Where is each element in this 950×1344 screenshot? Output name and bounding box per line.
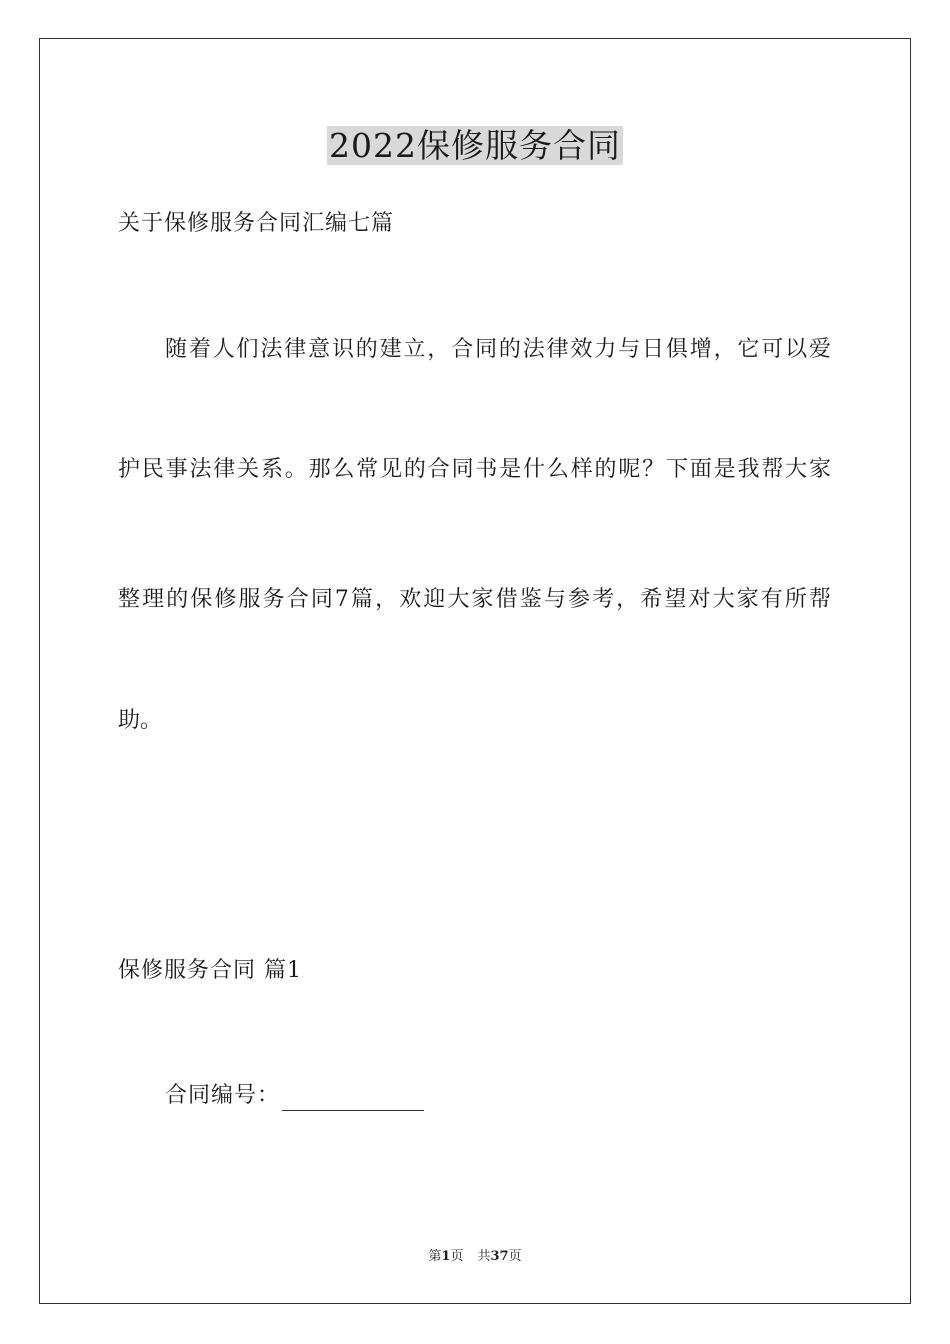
intro-line-4: 助。 bbox=[118, 708, 163, 733]
document-title bbox=[0, 124, 950, 168]
footer-page-number: 1 bbox=[441, 1249, 451, 1264]
contract-number-blank bbox=[282, 1086, 424, 1111]
contract-number-row bbox=[165, 1081, 424, 1111]
document-subtitle: 关于保修服务合同汇编七篇 bbox=[118, 211, 395, 236]
section-heading: 保修服务合同 篇1 bbox=[118, 958, 302, 983]
footer-total-prefix: 共 bbox=[477, 1249, 491, 1264]
intro-line-1: 随着人们法律意识的建立，合同的法律效力与日俱增，它可以爱 bbox=[165, 337, 832, 362]
intro-line-2: 护民事法律关系。那么常见的合同书是什么样的呢？下面是我帮大家 bbox=[118, 457, 832, 482]
footer-total-suffix: 页 bbox=[508, 1249, 522, 1264]
page-footer bbox=[0, 1248, 950, 1266]
contract-number-label: 合同编号： bbox=[165, 1083, 281, 1108]
footer-total-pages: 37 bbox=[490, 1249, 509, 1264]
intro-line-3: 整理的保修服务合同7篇，欢迎大家借鉴与参考，希望对大家有所帮 bbox=[118, 587, 832, 612]
document-title-text: 2022保修服务合同 bbox=[329, 126, 621, 165]
footer-page-suffix: 页 bbox=[450, 1249, 464, 1264]
footer-page-prefix: 第 bbox=[428, 1249, 442, 1264]
